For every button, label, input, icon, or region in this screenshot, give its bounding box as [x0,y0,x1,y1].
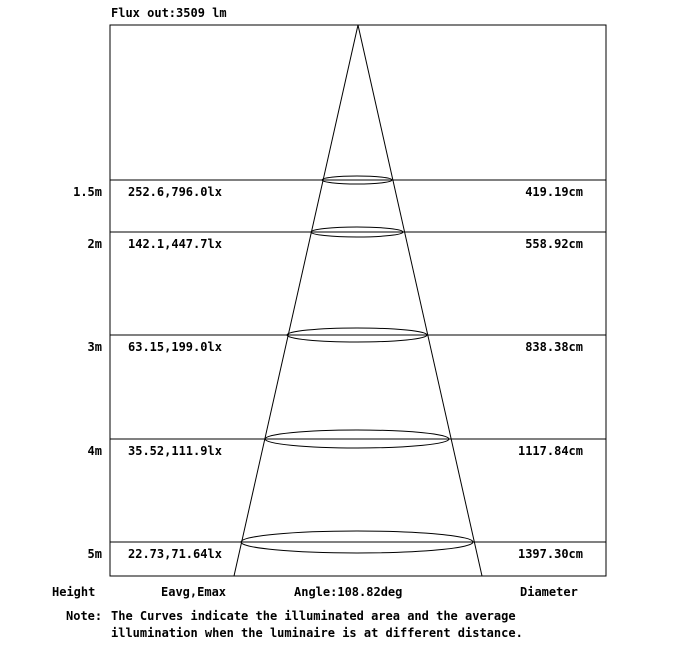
note-line-1: The Curves indicate the illuminated area and the average [111,609,516,623]
row-diameter-label: 838.38cm [525,340,583,354]
distance-rows [73,176,606,561]
row-height-label: 1.5m [73,185,102,199]
diagram-frame [110,25,606,576]
row-diameter-label: 1117.84cm [517,444,583,458]
distance-row [88,328,606,354]
cone-right-edge [358,25,482,576]
row-illuminance-label: 252.6,796.0lx [128,185,222,199]
row-illuminance-label: 142.1,447.7lx [128,237,222,251]
row-illuminance-label: 35.52,111.9lx [128,444,222,458]
distance-row [73,176,606,199]
row-height-label: 2m [87,237,102,251]
note-prefix: Note: [66,609,103,623]
cone-left-edge [234,25,358,576]
beam-angle-label: Angle:108.82deg [294,585,403,599]
distance-row [88,531,606,561]
row-height-label: 3m [87,340,102,354]
eavg-emax-column-label: Eavg,Emax [161,585,227,599]
height-column-label: Height [52,585,96,599]
row-height-label: 5m [87,547,102,561]
distance-row [88,430,606,458]
note-line-2: illumination when the luminaire is at different distance. [111,626,523,640]
distance-row [88,227,606,251]
row-illuminance-label: 63.15,199.0lx [128,340,222,354]
flux-out-label: Flux out:3509 lm [111,6,227,20]
row-height-label: 4m [87,444,102,458]
row-illuminance-label: 22.73,71.64lx [128,547,222,561]
diameter-column-label: Diameter [520,585,578,599]
row-diameter-label: 419.19cm [525,185,583,199]
row-diameter-label: 558.92cm [525,237,583,251]
row-diameter-label: 1397.30cm [517,547,583,561]
